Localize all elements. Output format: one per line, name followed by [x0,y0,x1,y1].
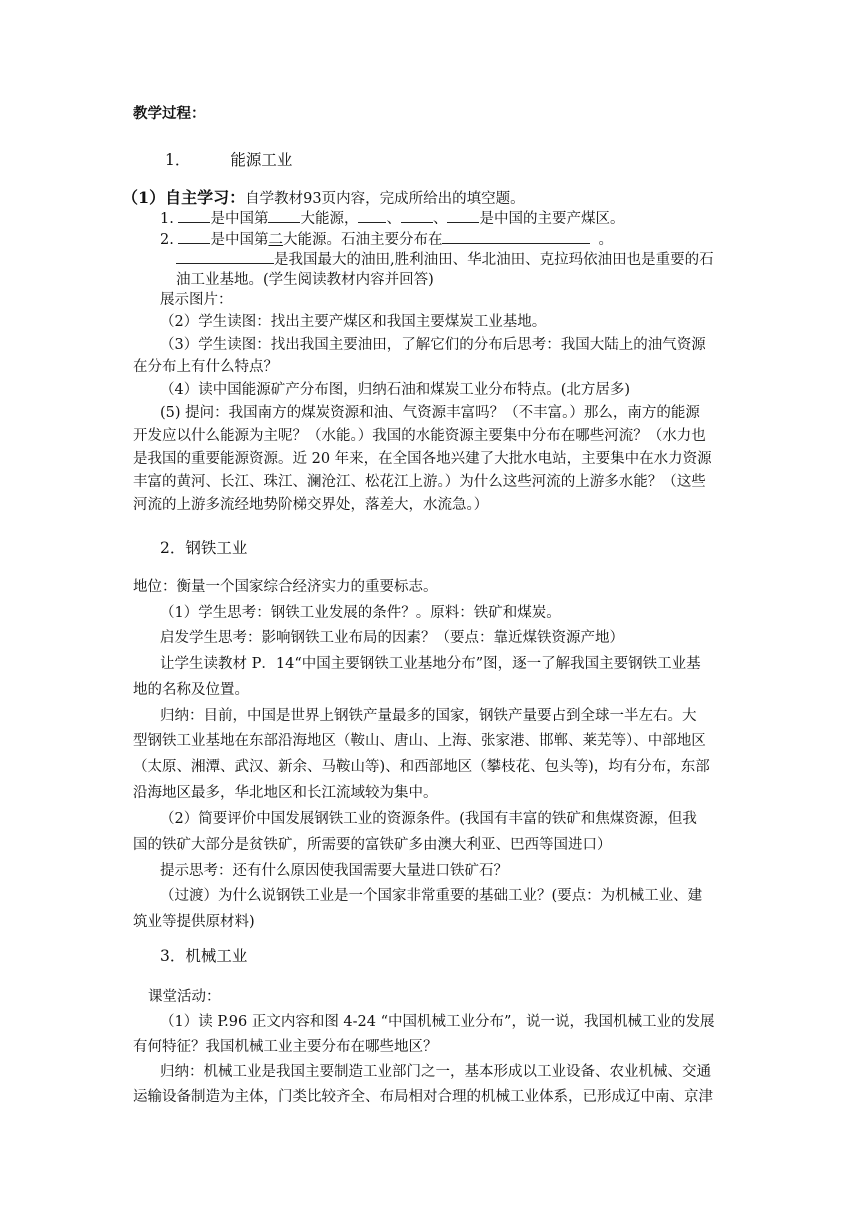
s2-p3b: 地的名称及位置。 [133,682,249,698]
s2-p5b: 国的铁矿大部分是贫铁矿，所需要的富铁矿多由澳大利亚、巴西等国进口） [133,837,612,853]
fill-question-2 [160,229,613,250]
s1-p2: （2）学生读图：找出主要产煤区和我国主要煤炭工业基地。 [160,314,547,330]
s2-status: 地位：衡量一个国家综合经济实力的重要标志。 [133,579,438,595]
s1-p5a: (5) 提问：我国南方的煤炭资源和油、气资源丰富吗？（不丰富。）那么，南方的能源 [160,405,700,421]
section-1-number: 1． [165,151,191,169]
s2-p7b: 筑业等提供原材料) [133,914,255,930]
s1-p5e: 河流的上游多流经地势阶梯交界处，落差大，水流急。） [133,497,489,513]
s1-p5b: 开发应以什么能源为主呢？（水能。）我国的水能资源主要集中分布在哪些河流？（水力也 [133,428,706,444]
q1-text-d: 、 [432,211,448,227]
q1-text-a: 是中国第 [210,211,269,227]
q2-line-2 [176,249,714,270]
s1-p5c: 是我国的重要能源资源。近 20 年来，在全国各地兴建了大批水电站，主要集中在水力资源 [133,451,712,467]
s2-p3a: 让学生读教材 P．14“中国主要钢铁工业基地分布”图，逐一了解我国主要钢铁工业基 [160,656,701,672]
page-title: 教学过程： [133,105,206,122]
s2-p4d: 沿海地区最多，华北地区和长江流域较为集中。 [133,785,438,801]
q2-line-2-text: 是我国最大的油田,胜利油田、华北油田、克拉玛依油田也是重要的石 [274,252,714,268]
s2-p1: （1）学生思考：钢铁工业发展的条件？。原料：铁矿和煤炭。 [160,605,561,621]
s2-p4a: 归纳：目前，中国是世界上钢铁产量最多的国家，钢铁产量要占到全球一半左右。大 [160,708,697,724]
blank-3[interactable] [358,208,386,223]
s3-p2b: 运输设备制造为主体，门类比较齐全、布局相对合理的机械工业体系，已形成辽中南、京津 [133,1089,713,1105]
q2-text-b: 大能源。石油主要分布在 [282,232,443,248]
blank-2[interactable] [268,208,300,223]
q2-underlined: 二 [268,232,283,248]
question-number: 1. [160,211,174,227]
blank-6[interactable] [178,229,210,244]
section-2-heading: 2．钢铁工业 [160,539,248,557]
blank-7[interactable] [442,229,590,244]
q1-text-c: 、 [386,211,401,227]
show-pictures: 展示图片： [160,292,233,308]
section-1-title: 能源工业 [230,151,293,169]
question-number: 2. [160,232,174,248]
q1-text-b: 大能源， [300,211,359,227]
q1-text-e: 是中国的主要产煤区。 [479,211,625,227]
s2-p5a: （2）简要评价中国发展钢铁工业的资源条件。(我国有丰富的铁矿和焦煤资源，但我 [160,811,697,827]
s2-p2: 启发学生思考：影响钢铁工业布局的因素？（要点：靠近煤铁资源产地） [160,630,624,646]
fill-question-1 [160,208,624,229]
blank-1[interactable] [178,208,210,223]
blank-4[interactable] [401,208,433,223]
s2-p4c: （太原、湘潭、武汉、新余、马鞍山等)、和西部地区（攀枝花、包头等)，均有分布，东部 [133,759,710,775]
section-1-heading [165,150,292,170]
s3-activity: 课堂活动： [148,989,221,1005]
q2-text-c: 。 [598,232,613,248]
s2-p7a: （过渡）为什么说钢铁工业是一个国家非常重要的基础工业？(要点：为机械工业、建 [160,888,703,904]
q2-line-3: 油工业基地。(学生阅读教材内容并回答) [176,272,434,288]
s3-p1a: （1）读 P.96 正文内容和图 4-24 “中国机械工业分布”，说一说，我国机械工业的发展 [160,1014,715,1030]
s2-p6: 提示思考：还有什么原因使我国需要大量进口铁矿石？ [160,863,508,879]
s3-p1b: 有何特征？我国机械工业主要分布在哪些地区？ [133,1039,438,1055]
s1-p3b: 在分布上有什么特点？ [133,359,278,375]
self-study-text: 自学教材93页内容，完成所给出的填空题。 [245,191,525,207]
s3-p2a: 归纳：机械工业是我国主要制造工业部门之一，基本形成以工业设备、农业机械、交通 [160,1064,711,1080]
self-study-line [122,188,525,209]
q2-text-a: 是中国第 [210,232,269,248]
section-3-heading: 3．机械工业 [160,947,248,965]
s1-p5d: 丰富的黄河、长江、珠江、澜沧江、松花江上游。）为什么这些河流的上游多水能？（这些 [133,474,706,490]
blank-5[interactable] [447,208,479,223]
blank-8[interactable] [176,249,274,264]
self-study-label: （1）自主学习： [122,188,246,207]
s1-p4: （4）读中国能源矿产分布图，归纳石油和煤炭工业分布特点。(北方居多) [160,382,631,398]
s1-p3a: （3）学生读图：找出我国主要油田，了解它们的分布后思考：我国大陆上的油气资源 [160,337,706,353]
s2-p4b: 型钢铁工业基地在东部沿海地区（鞍山、唐山、上海、张家港、邯郸、莱芜等）、中部地区 [133,733,706,749]
